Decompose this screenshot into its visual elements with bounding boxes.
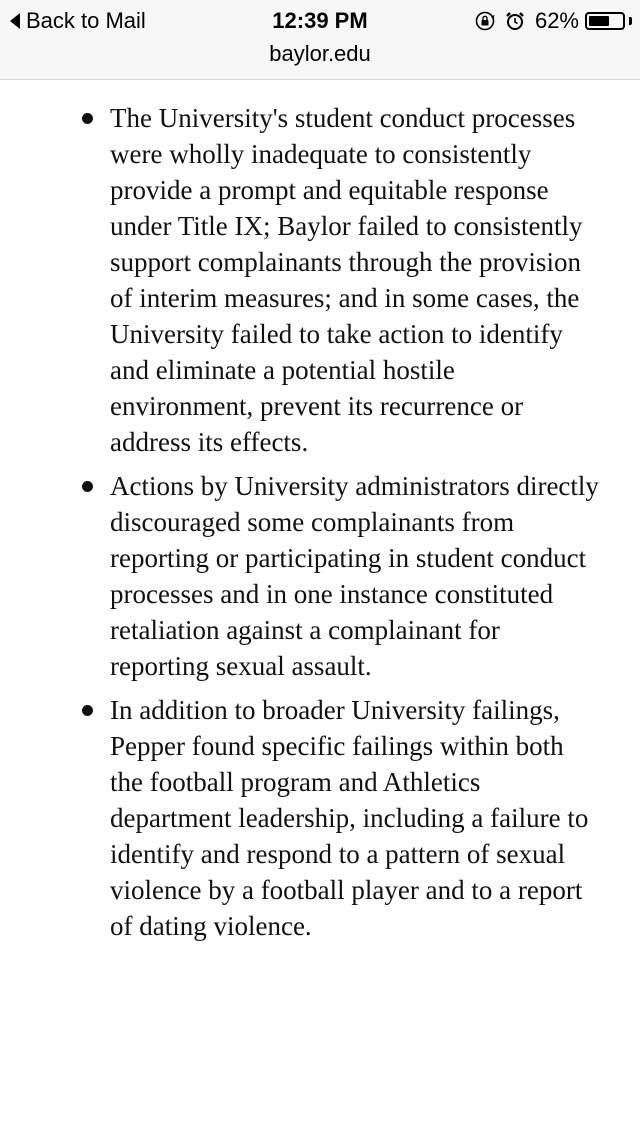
battery-icon (585, 12, 625, 30)
clock: 12:39 PM (272, 8, 368, 33)
orientation-lock-icon (475, 11, 495, 31)
battery-percent: 62% (534, 8, 579, 33)
status-bar (0, 0, 640, 80)
article-content (0, 80, 640, 1136)
list-item: Actions by University administrators directly discouraged some complainants from reporting or participating in student conduct processes and in one instance constituted retaliation against a complainant for reporting sexual assault. (110, 468, 600, 684)
list-item: The University's student conduct processes were wholly inadequate to consistently provide a prompt and equitable response under Title IX; Baylor failed to consistently support complainants through the provision of interim measures; and in some cases, the University failed to take action to identify and eliminate a potential hostile environment, prevent its recurrence or address its effects. (110, 100, 600, 460)
list-item: In addition to broader University failings, Pepper found specific failings within both the football program and Athletics department leadership, including a failure to identify and respond to a pattern of sexual violence by a football player and to a report of dating violence. (110, 692, 600, 944)
back-label: Back to Mail (26, 8, 146, 33)
bullet-list (0, 80, 640, 944)
battery-tip (629, 17, 632, 25)
status-indicators (475, 6, 632, 36)
battery-fill (589, 16, 609, 26)
page-domain[interactable]: baylor.edu (269, 41, 371, 66)
alarm-icon (505, 11, 525, 31)
